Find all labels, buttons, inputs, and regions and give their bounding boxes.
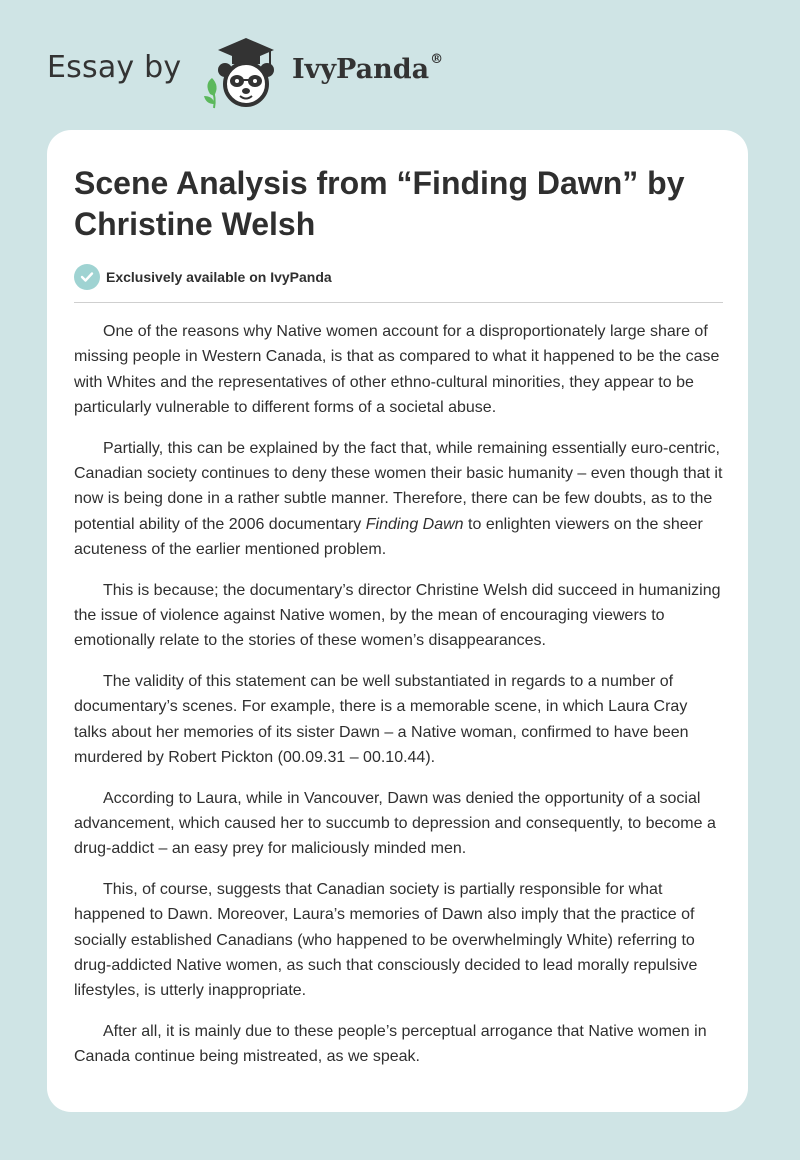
essay-title: Scene Analysis from “Finding Dawn” by Christine Welsh (74, 165, 685, 242)
paragraph: This is because; the documentary’s director Christine Welsh did succeed in humanizing the issue of violence against Native women, by the mean of encouraging viewers to emotionally relate to the stories of these women’s disappearances. (74, 581, 721, 650)
check-circle-icon (74, 264, 100, 290)
paragraph: According to Laura, while in Vancouver, Dawn was denied the opportunity of a social advancement, which caused her to succumb to depression and consequently, to become a drug-addict – an easy prey for maliciously minded men. (74, 789, 716, 858)
film-title: Finding Dawn (365, 515, 464, 533)
registered-mark: ® (430, 52, 444, 67)
paragraph: After all, it is mainly due to these people’s perceptual arrogance that Native women in Canada continue being mistreated, as we speak. (74, 1022, 707, 1066)
essay-by-label: Essay by (47, 50, 182, 85)
paragraph: This, of course, suggests that Canadian society is partially responsible for what happened to Dawn. Moreover, Laura’s memories of Dawn also imply that the practice of socially established Canadians (who happened to be overwhelmingly White) referring to drug-addicted Native women, as such that consciously decided to lead morally repulsive lifestyles, is utterly inappropriate. (74, 880, 698, 1000)
brand-name[interactable] (292, 54, 443, 85)
paragraph-text: to enlighten viewers on the sheer acuteness of the earlier mentioned problem. (74, 515, 703, 559)
essay-body (74, 319, 724, 1085)
divider (74, 302, 723, 303)
site-header (0, 0, 800, 120)
badge-label: Exclusively available on IvyPanda (106, 269, 332, 285)
panda-graduate-logo-icon[interactable] (200, 36, 292, 110)
paragraph: The validity of this statement can be well substantiated in regards to a number of documentary’s scenes. For example, there is a memorable scene, in which Laura Cray talks about her memories of its sister Dawn – a Native woman, confirmed to have been murdered by Robert Pickton (00.09.31 – 00.10.44). (74, 672, 689, 767)
exclusive-badge (74, 264, 332, 290)
paragraph (74, 436, 724, 563)
paragraph-text: Partially, this can be explained by the fact that, while remaining essentially euro-centric, Canadian society continues to deny these women their basic humanity – even though that it now is being done in a rather subtle manner. Therefore, there can be few doubts, as to the potential ability of the 2006 documentary (74, 439, 723, 533)
paragraph: One of the reasons why Native women account for a disproportionately large share of missing people in Western Canada, is that as compared to what it happened to be the case with Whites and the representatives of other ethno-cultural minorities, they appear to be particularly vulnerable to different forms of a societal abuse. (74, 323, 720, 417)
essay-card (47, 130, 748, 1112)
brand-text: IvyPanda (292, 54, 430, 85)
